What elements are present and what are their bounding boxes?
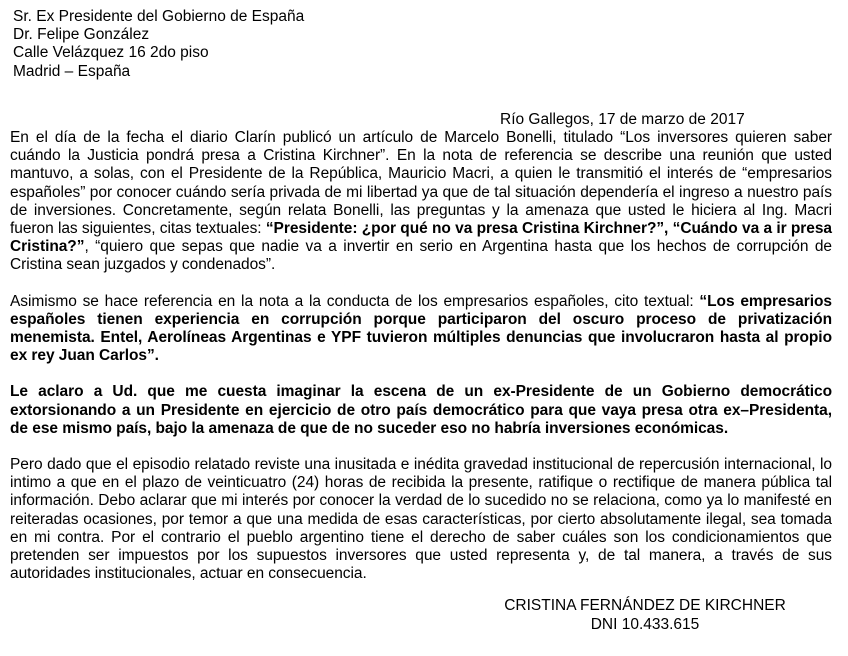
signature-block	[10, 597, 810, 633]
paragraph-2-text: Asimismo se hace referencia en la nota a la conducta de los empresarios españoles, cito textual:	[10, 292, 700, 310]
paragraph-2-bold-quote: “Los empresarios españoles tienen experiencia en corrupción porque participaron del oscuro proceso de privatización menemista. Entel, Aerolíneas Argentinas e YPF tuvieron múltiples denuncias que involucraron hasta al propio ex rey Juan Carlos”.	[10, 292, 832, 365]
paragraph-1	[10, 129, 832, 275]
addressee-name: Dr. Felipe González	[13, 26, 150, 44]
paragraph-1-text: En el día de la fecha el diario Clarín publicó un artículo de Marcelo Bonelli, titulado “Los inversores quieren saber cuándo la Justicia pondrá presa a Cristina Kirchner”. En la nota de referencia se describe una reunión que usted mantuvo, a solas, con el Presidente de la República, Mauricio Macri, a quien le transmitió el interés de “empresarios españoles” por conocer cuándo sería privada de mi libertad ya que de tal situación dependería el ingreso a nuestro país de inversiones. Concretamente, según relata Bonelli, las preguntas y la amenaza que usted le hiciera al Ing. Macri fueron las siguientes, citas textuales:	[10, 129, 832, 238]
letter-body	[10, 129, 832, 583]
paragraph-3: Le aclaro a Ud. que me cuesta imaginar la escena de un ex-Presidente de un Gobierno democrático extorsionando a un Presidente en ejercicio de otro país democrático para que vaya presa otra ex–Presidenta, de ese mismo país, bajo la amenaza de que de no suceder eso no habría inversiones económicas.	[10, 383, 832, 437]
dateline: Río Gallegos, 17 de marzo de 2017	[500, 110, 745, 128]
signature-name: CRISTINA FERNÁNDEZ DE KIRCHNER	[504, 597, 786, 615]
signature-dni: DNI 10.433.615	[590, 615, 700, 633]
addressee-title: Sr. Ex Presidente del Gobierno de España	[13, 8, 305, 25]
addressee-street: Calle Velázquez 16 2do piso	[13, 44, 209, 62]
paragraph-4: Pero dado que el episodio relatado reviste una inusitada e inédita gravedad institucional de repercusión internacional, lo intimo a que en el plazo de veinticuatro (24) horas de recibida la presente, ratifique o rectifique de manera pública tal información. Debo aclarar que mi interés por conocer la verdad de lo sucedido no se relaciona, como ya lo manifesté en reiteradas ocasiones, por temor a que una medida de esas características, por cierto absolutamente ilegal, sea tomada en mi contra. Por el contrario el pueblo argentino tiene el derecho de saber cuáles son los condicionamientos que pretenden ser impuestos por los supuestos inversores que usted representa y, de tal manera, a través de sus autoridades institucionales, actuar en consecuencia.	[10, 456, 832, 583]
paragraph-1-text-end: , “quiero que sepas que nadie va a invertir en serio en Argentina hasta que los hechos de corrupción de Cristina sean juzgados y condenados”.	[10, 238, 832, 274]
addressee-block	[13, 8, 832, 81]
paragraph-2	[10, 293, 832, 366]
addressee-city: Madrid – España	[13, 62, 131, 80]
paragraph-1-bold-quote: “Presidente: ¿por qué no va presa Cristina Kirchner?”, “Cuándo va a ir presa Cristina?”	[10, 220, 832, 256]
letter-document	[10, 8, 832, 634]
